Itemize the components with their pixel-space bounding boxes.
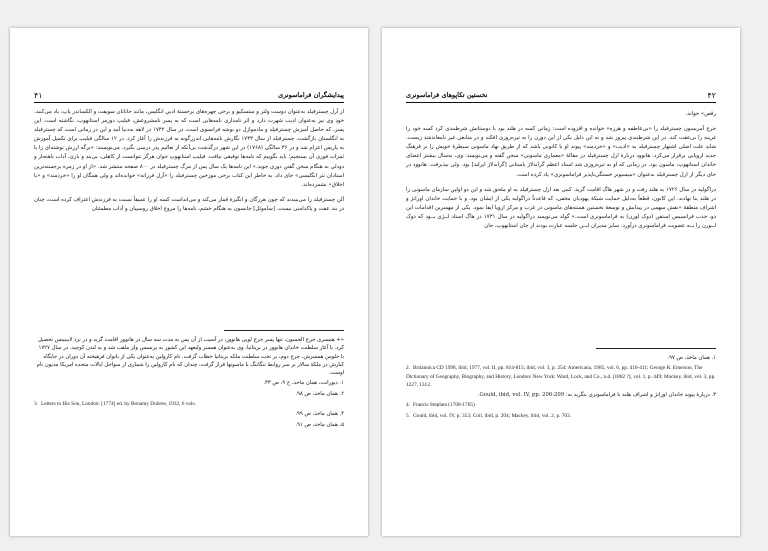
page-number: ۴۱ (34, 91, 43, 100)
footnote-divider (224, 330, 344, 331)
footnote: ۱. دیورانت، همان ماخذ، ج ۹، ص ۳۳. (263, 380, 344, 387)
footnote: ۵. همان ماخذ، ص ۹۱. (295, 421, 344, 428)
footnote: ۱. همان ماخذ، ص ۹۷. (667, 355, 716, 361)
right-page (382, 28, 740, 536)
footnote: «+ همسری جرج الجسون، تنها پسر جرج لویی هانوور، در آسیب از آن پس به مدت سه سال در هانوور اقامت گزید و در نزد لایبنیتس تحصیل کرد. با آغاز سلطنت خاندان هانوور در بریتانیا، وی به‌عنوان همسر ولیعهد این کشور به پرنسس ولز ملقب شد و به لندن کوچید. در سال ۱۷۲۷ با جلوس همسرش، جرج دوم، بر تخت سلطنت ملکه بریتانیا خطاب گرفت. تام کارولین به‌عنوان یکی از بانوان فرهیخته آن دوران در جایگاه کنارش در ملکهٔ سالار بر سر روابط تنگاتنگ با ماسونها قرار گرفت، چندان که نام کارولین را شماری از سواحل ایالات متحده امریکا مدیون نام اوست. (36, 337, 344, 377)
footnotes (406, 354, 716, 422)
footnote: 3. Letters to His Son, London: [1774] ed. by Bonamy Dobree, 1932, 6 vols. (34, 401, 196, 408)
paragraph: رقص» خواند. (685, 111, 716, 117)
body-text (34, 108, 344, 220)
footnote-divider (596, 348, 716, 349)
page-header (34, 90, 344, 103)
footnote: ۴. همان ماخذ، ص ۹۹. (295, 411, 344, 418)
paragraph: دراگولیه در سال ۱۷۲۶ به هلند رفت و در شهر هاگ اقامت گزید. کمی بعد ارل چسترفیلد به او ملحق شد و این دو اولین سازمان ماسونی را در هلند بنا نهادند. این کانون، قطعاً به‌دلیل حمایت شبکهٔ یهودیان مخفی، که قاعدتاً دراگولیه یکی از ایشان بود، و با حمایت خاندان اورانژ و اشراف منطقهٔ «نقش سهمی در پیدایش و توسعهٔ نخستین هسته‌های ماسونی در غرب و مرکز اروپا ایفا نمود. یکی از مهمترین اقدامات این دو، جذب فرانسیس استفن (دوک لورن) به فراماسونری است.» گولد می‌نویسد دراگولیه در سال ۱۷۳۱ در هاگ استاد لــژی بــود که دوک لــورن را بــه عضویت فراماسونری درآورد. سایر مدیران ایــن جلسه عبارت بودند از جان استانهوپ، جان (406, 186, 717, 230)
footnote: ۳. دربارهٔ پیوند خاندان اورانژ و اشراف هلند با فراماسونری بنگرید به: Gould, ibid, vol. IV, pp. 206-209. (477, 392, 716, 399)
footnote: 2. Britannica CD 1998, ibid, 1977, vol. II, pp. 814-815; ibid, vol. 3, p. 254; Americana, 1985, vol. 6, pp. 410-411; George R. Emerson, The Dictionary of Geography, Biography, and History, London/ New York: Ward, Lock, and Co., n.d. [1882 ?], vol. 1, p. 449; Mackey, ibid, vol. 3, pp. 1227, 1312. (406, 365, 716, 388)
footnote: ۲. همان ماخذ، ص ۹۸. (295, 390, 344, 397)
footnote: 5. Gould, ibid, vol. IV, p. 353; Coil, ibid, p. 204; Mackey, ibid, vol. 2, p. 703. (406, 412, 572, 419)
page-number: ۴۲ (707, 91, 716, 100)
page-header (406, 90, 716, 103)
paragraph: جرج آمریسون چسترفیلد را «بی‌عاطفه و هرزه» خوانده و افزوده است: زمانی کسه در هلند بود با دوستانش شرطبندی کرد کسه خود را غریبه را بی‌عفت کند. در این شرطبندی پیروز شد و به این دلیل یکی از این دوزن را به تیره‌روزی افکند و در منابعی غیر نامعاندشد زیست. شاید علت اصلی اشتهار چسترفیلد به «ادیب» و «خردمند» پیوند او با کانونی باشد که از طریق نهاد ماسونی سیطرهٔ خویش را بر فرهنگ جدید اروپایی برقرار می‌کرد. هانوود دربارهٔ ارل چسترفیلد در مقالهٔ «معماری ماسونی» سخن گفته و می‌نویسد: وی، به‌سال بیشتر اعضای خاندان استانهوپ، ماسون بود. در زمانی که او به تیره‌روزی شد استاد اعظم گراندلاژ باستانی [گراندلاژ ایرلند] بود. ولی نپذیرفت. هانوود در جای دیگر از ارل چسترفیلد به‌عنوان «میسیونر خستگی‌ناپذیر فراماسونری» یاد کرده است. (406, 126, 716, 178)
body-text (406, 110, 716, 237)
paragraph: آلن چسترفیلد را می‌بیندند که چون هرزگان و انگیزهٔ قمار می‌کند و می‌انداست کسه او را عمیقاً نسبت به فرزندش اعتراف کرده است، چنان در بند عفت و پاکدامنی نیست. [ساموئل] جانسون به هنگام خشم، نامه‌ها را مروج اخلاق روسپیان و آداب مطمئنان (34, 196, 344, 212)
left-page (10, 28, 368, 536)
running-title: نخستین تکاپوهای فراماسونری (406, 91, 488, 99)
footnote: 4. Francis Stephen (1708-1765) (406, 402, 475, 409)
running-title: پیدایشگران فراماسونری (278, 91, 344, 99)
paragraph: از آرل چسترفیلد به‌عنوان دوست ولتر و منتسکیو و برخی چهره‌های برجستهٔ ادبیِ انگلیس، مانند جاناتان سویفت و الکساندر پاپ، یاد می‌کنند. خودِ وی نیز به‌عنوان ادیب شهرت دارد و اثر نامداری نامه‌هایی است که به پسر نامشروعش، فیلیپ دورمر استانهوپ، نگاشته است. این پسر، که حاصل آمیزش چسترفیلد و مادموازل دو بوشه فرانسوی است، در سال ۱۷۳۲ در لاهه به‌دنیا آمد و این در زمانی است که چسترفیلد به انگلستان بازگشت. چسترفیلد از سال ۱۷۳۳ نگارش نامه‌هایی اندرزگونه به فرزندش را آغاز کرد. در ۱۲ سالگی فیلیپ برای تکمیل آموزش به پاریس اعزام شد و در ۳۶ سالگی (۱۷۶۸) در این شهر درگذشت بی‌آنکه از تعالیم پدر درسی بگیرد. می‌نویسند: «برگه ارزش نوشته‌ای را با ثمرات فوری آن بسنجیم؛ باید بگوییم که نامه‌ها توفیقی نیافت. فیلیپ استانهوپ جوان هرگز نتوانست از کاهلی، بی‌بند و باری، آداب ناهنجار و دودلی به هنگام سخن گفتن دوری جوید.» این نامه‌ها یک سال پس از مرگ چسترفیلد در ۸۰۰ صفحه منتشر شد. «از او در زمره برجسته‌ترین استادان نثر انگلیسی» جای داد. به خاطر این کتاب برخی مورخین چسترفیلد را «آرل فرزانه» خوانده‌اند و ولی همگان او را «خردمند» و «با اخلاق» نشمرده‌اند. (34, 109, 344, 188)
footnotes (34, 336, 344, 431)
